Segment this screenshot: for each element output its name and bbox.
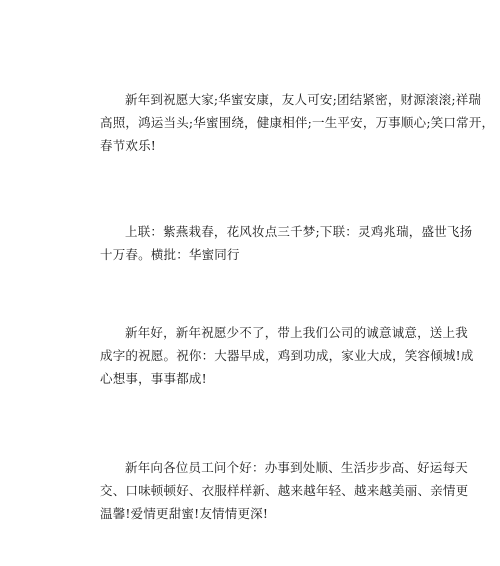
paragraph-line: 新年到祝愿大家;华蜜安康，友人可安;团结紧密，财源滚滚;祥瑞	[125, 92, 482, 107]
paragraph-line: 高照，鸿运当头;华蜜围绕，健康相伴;一生平安，万事顺心;笑口常开，	[100, 115, 495, 130]
paragraph-couplet	[100, 220, 473, 266]
paragraph-line: 新年好，新年祝愿少不了，带上我们公司的诚意诚意，送上我	[125, 325, 468, 340]
paragraph-line: 十万春。横批：华蜜同行	[100, 247, 240, 262]
paragraph-line: 成字的祝愿。祝你：大器早成，鸡到功成，家业大成，笑容倾城!成	[100, 348, 474, 363]
paragraph-line: 上联：紫燕栽春，花风妆点三千梦;下联：灵鸡兆瑞，盛世飞扬	[125, 224, 473, 239]
paragraph-line: 春节欢乐!	[100, 138, 157, 153]
paragraph-employee-greetings	[100, 456, 469, 525]
paragraph-line: 心想事，事事都成!	[100, 371, 207, 386]
paragraph-line: 温馨!爱情更甜蜜!友情情更深!	[100, 506, 269, 521]
paragraph-line: 新年向各位员工问个好：办事到处顺、生活步步高、好运每天	[125, 460, 468, 475]
paragraph-company-wishes	[100, 321, 474, 390]
paragraph-new-year-wishes	[100, 88, 495, 157]
paragraph-line: 交、口味顿顿好、衣服样样新、越来越年轻、越来越美丽、亲情更	[100, 483, 469, 498]
